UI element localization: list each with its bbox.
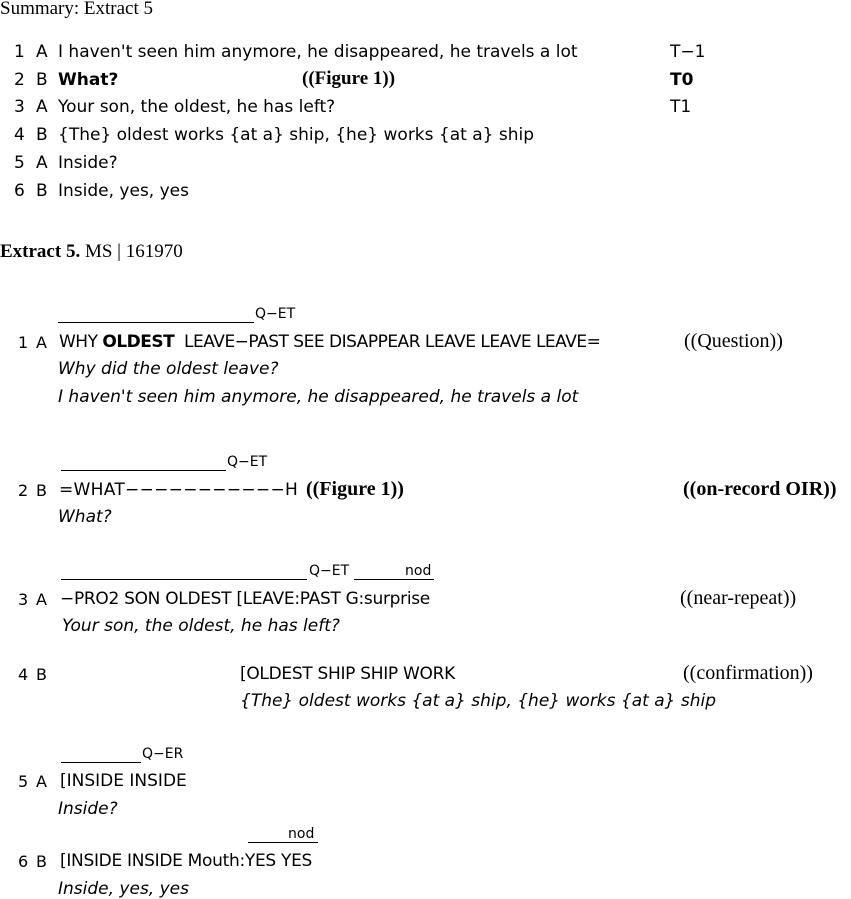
summary-line-number: 6 bbox=[14, 181, 25, 201]
translation-line: I haven't seen him anymore, he disappeared, he travels a lot bbox=[58, 387, 579, 407]
tier-label: nod bbox=[405, 563, 432, 579]
tier-underline bbox=[61, 579, 307, 580]
summary-line-number: 5 bbox=[14, 153, 25, 173]
summary-line-speaker: A bbox=[36, 42, 48, 62]
translation-line: {The} oldest works {at a} ship, {he} works {at a} ship bbox=[240, 691, 716, 711]
summary-line-speaker: A bbox=[36, 97, 48, 117]
figure-note: ((Figure 1)) bbox=[306, 478, 404, 500]
summary-line-text: What? bbox=[58, 70, 119, 90]
gloss-line: [INSIDE INSIDE Mouth:YES YES bbox=[60, 851, 313, 871]
line-speaker: B bbox=[36, 481, 47, 500]
summary-line-number: 2 bbox=[14, 70, 25, 90]
translation-line: Inside, yes, yes bbox=[58, 879, 189, 899]
extract-label: Extract 5. bbox=[0, 241, 81, 262]
summary-figure-note: ((Figure 1)) bbox=[302, 68, 396, 89]
line-number: 1 bbox=[18, 333, 29, 352]
line-number: 2 bbox=[18, 481, 29, 500]
tier-underline bbox=[354, 579, 434, 580]
annotation-note: ((near-repeat)) bbox=[680, 587, 797, 609]
gloss-line: [INSIDE INSIDE bbox=[60, 771, 187, 791]
gloss-emphasis: OLDEST bbox=[102, 332, 175, 352]
tier-underline bbox=[58, 322, 254, 323]
summary-line-speaker: B bbox=[36, 70, 48, 90]
translation-line: Why did the oldest leave? bbox=[58, 359, 279, 379]
tier-label: Q−ER bbox=[142, 746, 184, 762]
line-speaker: A bbox=[36, 772, 47, 791]
translation-line: Your son, the oldest, he has left? bbox=[62, 616, 340, 636]
line-number: 6 bbox=[18, 852, 29, 871]
summary-line-text: I haven't seen him anymore, he disappeared, he travels a lot bbox=[58, 42, 578, 62]
tier-label: Q−ET bbox=[309, 563, 350, 579]
gloss-line bbox=[59, 332, 600, 352]
translation-line: Inside? bbox=[58, 799, 118, 819]
line-speaker: A bbox=[36, 333, 47, 352]
tier-label: Q−ET bbox=[255, 306, 296, 322]
summary-line-number: 4 bbox=[14, 125, 25, 145]
tier-label: Q−ET bbox=[227, 454, 268, 470]
line-speaker: A bbox=[36, 590, 47, 609]
summary-line-number: 1 bbox=[14, 42, 25, 62]
extract-header bbox=[0, 241, 183, 263]
tier-underline bbox=[61, 470, 226, 471]
summary-turn-tag: T0 bbox=[670, 70, 694, 90]
annotation-note: ((on-record OIR)) bbox=[683, 478, 837, 500]
summary-line-text: Your son, the oldest, he has left? bbox=[58, 97, 336, 117]
line-number: 3 bbox=[18, 590, 29, 609]
annotation-note: ((Question)) bbox=[684, 330, 783, 352]
summary-line-speaker: B bbox=[36, 125, 48, 145]
line-speaker: B bbox=[36, 852, 47, 871]
tier-label: nod bbox=[288, 826, 315, 842]
summary-title: Summary: Extract 5 bbox=[0, 0, 154, 19]
summary-line-speaker: B bbox=[36, 181, 48, 201]
tier-underline bbox=[248, 842, 318, 843]
line-number: 4 bbox=[18, 665, 29, 684]
summary-line-text: Inside? bbox=[58, 153, 118, 173]
extract-source: MS | 161970 bbox=[84, 241, 183, 262]
gloss-line: [OLDEST SHIP SHIP WORK bbox=[240, 664, 455, 684]
summary-turn-tag: T−1 bbox=[670, 42, 706, 62]
summary-line-speaker: A bbox=[36, 153, 48, 173]
translation-line: What? bbox=[58, 507, 112, 527]
gloss-text: LEAVE−PAST SEE DISAPPEAR LEAVE LEAVE LEAVE= bbox=[174, 332, 601, 352]
summary-line-text: {The} oldest works {at a} ship, {he} works {at a} ship bbox=[58, 125, 534, 145]
tier-underline bbox=[61, 762, 141, 763]
summary-turn-tag: T1 bbox=[670, 97, 692, 117]
gloss-line: −PRO2 SON OLDEST [LEAVE:PAST G:surprise bbox=[60, 589, 430, 609]
gloss-text: WHY bbox=[59, 332, 103, 352]
gloss-line: =WHAT−−−−−−−−−−−H bbox=[59, 480, 299, 500]
line-number: 5 bbox=[18, 772, 29, 791]
annotation-note: ((confirmation)) bbox=[683, 662, 813, 684]
summary-line-number: 3 bbox=[14, 97, 25, 117]
summary-line-text: Inside, yes, yes bbox=[58, 181, 189, 201]
line-speaker: B bbox=[36, 665, 47, 684]
